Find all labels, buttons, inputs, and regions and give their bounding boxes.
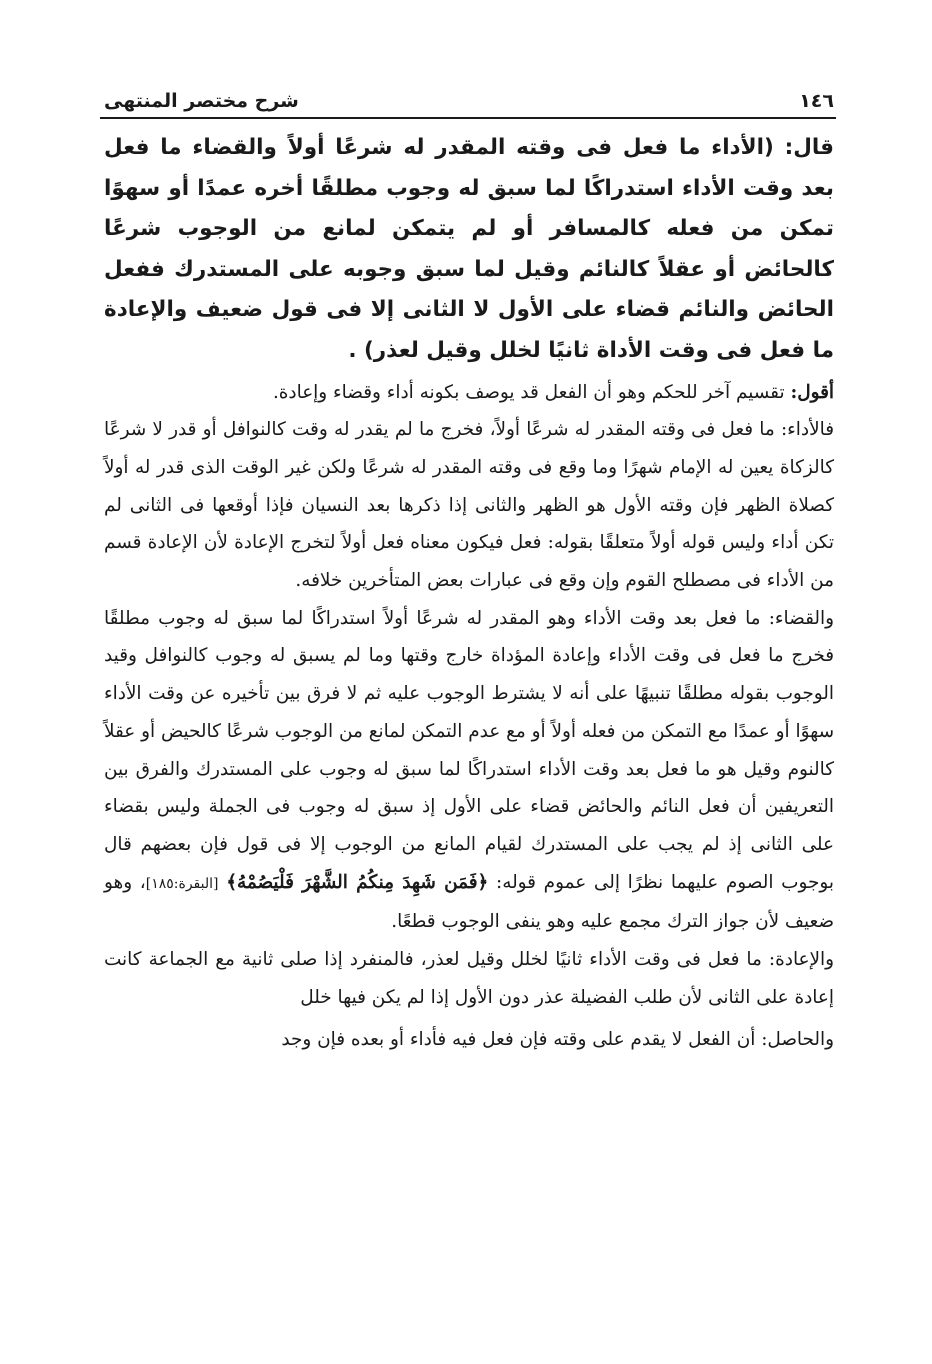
- running-title: شرح مختصر المنتهى: [104, 90, 299, 112]
- paragraph-iada: [104, 941, 834, 1016]
- page-number: ١٤٦: [799, 90, 834, 112]
- paragraph-text-continued: ، وهو ضعيف لأن جواز الترك مجمع عليه وهو ينفى الوجوب قطعًا.: [104, 871, 834, 933]
- paragraph-lead: أقول:: [790, 381, 834, 403]
- paragraph-intro: [104, 374, 834, 412]
- quran-verse: ﴿فَمَن شَهِدَ مِنكُمُ الشَّهْرَ فَلْيَصُمْهُ﴾: [226, 871, 489, 893]
- paragraph-qada: [104, 600, 834, 941]
- paragraph-text: فالأداء: ما فعل فى وقته المقدر له شرعًا أولاً، فخرج ما لم يقدر له وقت كالنوافل أو قدر لا شرعًا كالزكاة يعين له الإمام شهرًا وما وقع فى وقته المقدر له شرعًا ولكن غير الوقت الذى قدر له أولاً كصلاة الظهر فإن وقته الأول هو الظهر والثانى إذا ذكرها بعد النسيان فإذا أوقعها فى الثانى لم تكن أداء وليس قوله أولاً متعلقًا بقوله: فعل فيكون معناه فعل أولاً لتخرج الإعادة لأن الإعادة قسم من الأداء فى مصطلح القوم وإن وقع فى عبارات بعض المتأخرين خلافه.: [104, 419, 834, 592]
- paragraph-text: والإعادة: ما فعل فى وقت الأداء ثانيًا لخلل وقيل لعذر، فالمنفرد إذا صلى ثانية مع الجماعة كانت إعادة على الثانى لأن طلب الفضيلة عذر دون الأول إذا لم يكن فيها خلل: [104, 949, 834, 1008]
- page-header: [104, 82, 834, 112]
- paragraph-text: تقسيم آخر للحكم وهو أن الفعل قد يوصف بكونه أداء وقضاء وإعادة.: [272, 381, 791, 403]
- paragraph-text: والقضاء: ما فعل بعد وقت الأداء وهو المقدر له شرعًا أولاً استدراكًا لما سبق له وجوب مطلقًا فخرج ما فعل فى وقت الأداء وإعادة المؤداة خارج وقتها وما لم يسبق له وجوب كالنوافل وقيد الوجوب بقوله مطلقًا تنبيهًا على أنه لا يشترط الوجوب عليه ثم لا فرق بين تأخيره عن وقت الأداء سهوًا أو عمدًا مع التمكن من فعله أولاً أو مع عدم التمكن لمانع من الوجوب شرعًا كالحيض أو عقلاً كالنوم وقيل هو ما فعل بعد وقت الأداء استدراكًا لما سبق له وجوب على المستدرك والفرق بين التعريفين أن فعل النائم والحائض قضاء على الأول إذ سبق له وجوب فى الجملة وليس بقضاء على الثانى إذ لم يجب على المستدرك لقيام المانع من الوجوب إلا فى قول فإن بعضهم قال بوجوب الصوم عليهما نظرًا إلى عموم قوله:: [104, 607, 834, 893]
- quoted-text-block: قال: (الأداء ما فعل فى وقته المقدر له شرعًا أولاً والقضاء ما فعل بعد وقت الأداء استدراكًا لما سبق له وجوب مطلقًا أخره عمدًا أو سهوًا تمكن من فعله كالمسافر أو لم يتمكن لمانع من الوجوب شرعًا كالحائض أو عقلاً كالنائم وقيل لما سبق وجوبه على المستدرك ففعل الحائض والنائم قضاء على الأول لا الثانى إلا فى قول ضعيف والإعادة ما فعل فى وقت الأداة ثانيًا لخلل وقيل لعذر) .: [104, 135, 834, 363]
- paragraph-summary: [104, 1021, 834, 1059]
- page-body: [104, 128, 834, 1058]
- paragraph-text: والحاصل: أن الفعل لا يقدم على وقته فإن فعل فيه فأداء أو بعده فإن وجد: [281, 1028, 834, 1050]
- paragraph-ada: [104, 411, 834, 600]
- verse-reference: [البقرة:١٨٥]: [145, 875, 219, 892]
- header-divider: [100, 117, 836, 119]
